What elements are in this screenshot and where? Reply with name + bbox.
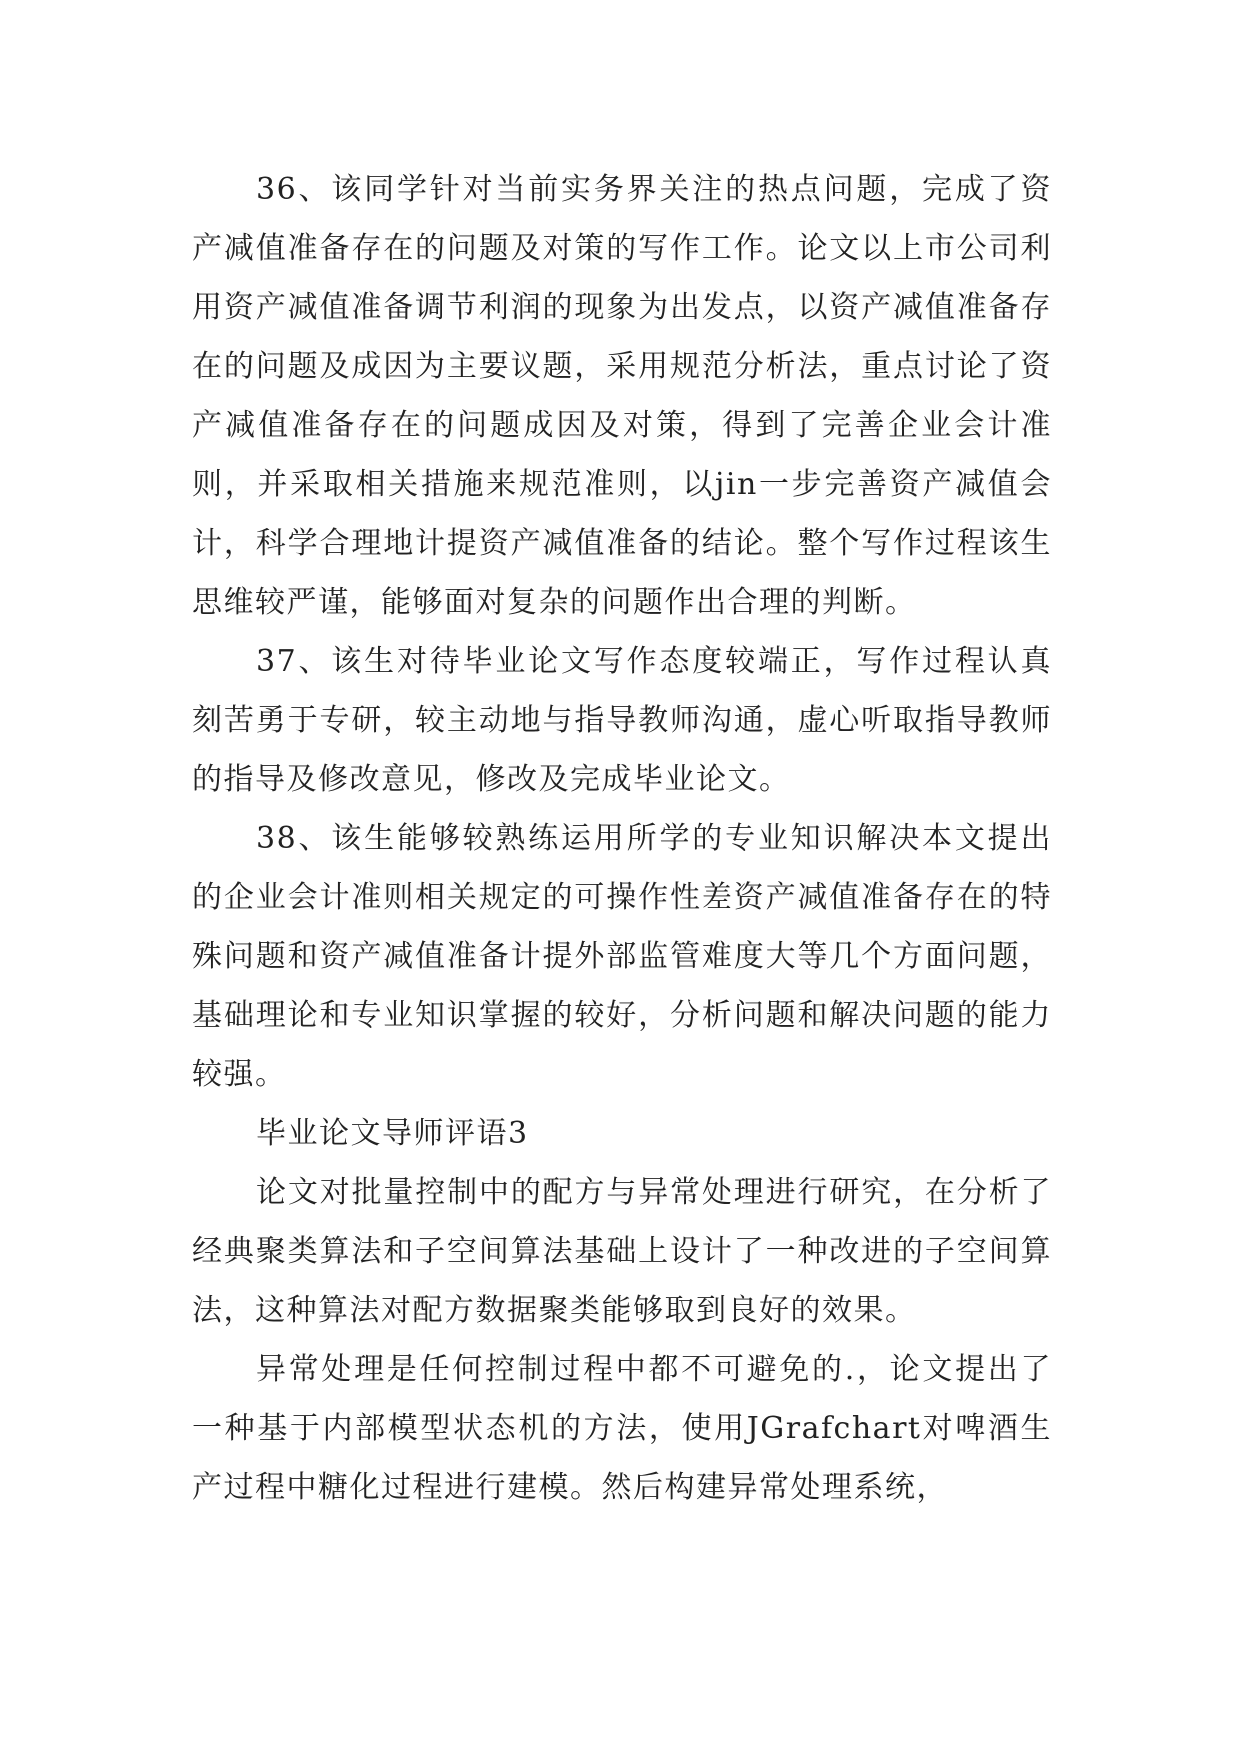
section-paragraph-2: 异常处理是任何控制过程中都不可避免的.，论文提出了一种基于内部模型状态机的方法，使用JGrafchart对啤酒生产过程中糖化过程进行建模。然后构建异常处理系统， — [192, 1352, 1052, 1505]
section-paragraph-1: 论文对批量控制中的配方与异常处理进行研究，在分析了经典聚类算法和子空间算法基础上设计了一种改进的子空间算法，这种算法对配方数据聚类能够取到良好的效果。 — [192, 1175, 1052, 1328]
document-body — [192, 160, 1052, 1517]
paragraph-37: 37、该生对待毕业论文写作态度较端正，写作过程认真刻苦勇于专研，较主动地与指导教师沟通，虚心听取指导教师的指导及修改意见，修改及完成毕业论文。 — [192, 644, 1052, 797]
paragraph-38: 38、该生能够较熟练运用所学的专业知识解决本文提出的企业会计准则相关规定的可操作性差资产减值准备存在的特殊问题和资产减值准备计提外部监管难度大等几个方面问题，基础理论和专业知识掌握的较好，分析问题和解决问题的能力较强。 — [192, 821, 1052, 1092]
section-heading: 毕业论文导师评语3 — [256, 1116, 529, 1151]
paragraph-36: 36、该同学针对当前实务界关注的热点问题，完成了资产减值准备存在的问题及对策的写作工作。论文以上市公司利用资产减值准备调节利润的现象为出发点，以资产减值准备存在的问题及成因为主要议题，采用规范分析法，重点讨论了资产减值准备存在的问题成因及对策，得到了完善企业会计准则，并采取相关措施来规范准则，以jin一步完善资产减值会计，科学合理地计提资产减值准备的结论。整个写作过程该生思维较严谨，能够面对复杂的问题作出合理的判断。 — [192, 172, 1052, 620]
